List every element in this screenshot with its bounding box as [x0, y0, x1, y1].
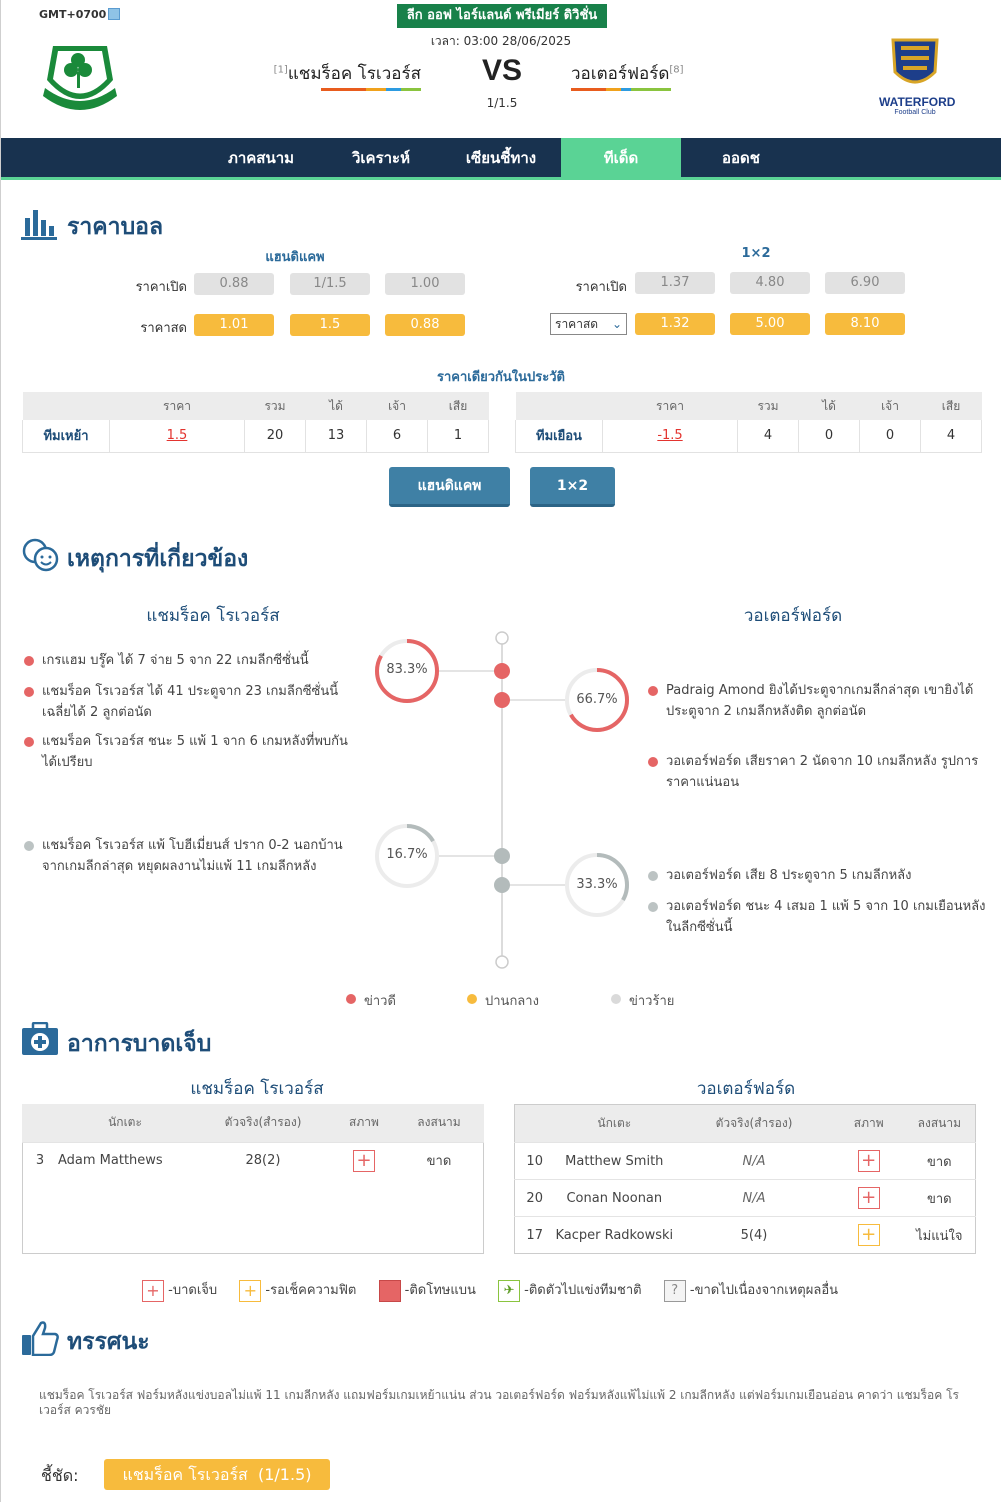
injuries-home-name: แชมร็อค โรเวอร์ส — [190, 1079, 324, 1099]
bad-news-dot — [648, 871, 658, 881]
legend-neutral-dot — [467, 994, 477, 1004]
chart-bar-icon — [21, 206, 57, 244]
away-logo-sub: Football Club — [894, 109, 936, 116]
hdp-open-away: 1.00 — [385, 273, 465, 295]
pick-label: ชี้ชัด: — [41, 1466, 79, 1485]
table-row — [515, 1143, 976, 1180]
col-player: นักเตะ — [554, 1105, 674, 1143]
away-color-bar — [571, 88, 671, 91]
col-win: ได้ — [306, 392, 367, 420]
col-play: ลงสนาม — [394, 1104, 484, 1142]
player-name[interactable]: Matthew Smith — [554, 1143, 674, 1180]
history-total: 4 — [738, 420, 799, 452]
odds-title: ราคาบอล — [67, 214, 164, 240]
list-item: แชมร็อค โรเวอร์ส ชนะ 5 แพ้ 1 จาก 6 เกมหลังที่พบกัน ได้เปรียบ — [42, 734, 348, 770]
hdp-open-line: 1/1.5 — [290, 273, 370, 295]
live-odds-select-value: ราคาสด — [555, 317, 599, 331]
away-team[interactable] — [571, 60, 731, 87]
col-team — [23, 392, 110, 420]
medkit-icon — [21, 1022, 59, 1060]
table-row — [23, 420, 489, 452]
injuries-away-table — [514, 1104, 976, 1254]
hdp-live-home: 1.01 — [194, 314, 274, 336]
col-price: ราคา — [603, 392, 738, 420]
1x2-open-draw: 4.80 — [730, 272, 810, 294]
player-number: 3 — [22, 1142, 58, 1179]
vs-label: VS — [481, 54, 523, 87]
table-row — [516, 420, 982, 452]
player-number: 20 — [515, 1180, 555, 1217]
legend-other: -ขาดไปเนื่องจากเหตุผลอื่น — [689, 1283, 839, 1298]
handicap-title: แฮนดิแคพ — [265, 250, 325, 265]
events-title: เหตุการที่เกี่ยวข้อง — [67, 546, 249, 572]
player-play: ขาด — [904, 1180, 976, 1217]
good-news-dot — [24, 737, 34, 747]
home-team-logo[interactable] — [39, 40, 121, 112]
fitness-legend-icon: + — [239, 1280, 261, 1302]
history-total: 20 — [245, 420, 306, 452]
injuries-home-table — [22, 1104, 484, 1179]
history-team: ทีมเยือน — [516, 420, 603, 452]
1x2-open-away: 6.90 — [825, 272, 905, 294]
col-player: นักเตะ — [58, 1104, 192, 1142]
list-item: แชมร็อค โรเวอร์ส ได้ 41 ประตูจาก 23 เกมลีกซีซั่นนี้ เฉลี่ยได้ 2 ลูกต่อนัด — [42, 684, 339, 720]
col-win: ได้ — [799, 392, 860, 420]
player-name[interactable]: Kacper Radkowski — [554, 1217, 674, 1254]
player-name[interactable]: Conan Noonan — [554, 1180, 674, 1217]
table-row — [515, 1180, 976, 1217]
player-play: ไม่แน่ใจ — [904, 1217, 976, 1254]
1x2-live-away: 8.10 — [825, 313, 905, 335]
home-team[interactable] — [261, 60, 421, 87]
col-price: ราคา — [110, 392, 245, 420]
home-rank: [1] — [273, 64, 288, 76]
col-total: รวม — [738, 392, 799, 420]
col-team — [516, 392, 603, 420]
player-play: ขาด — [394, 1142, 484, 1179]
legend-neutral: ปานกลาง — [485, 994, 539, 1009]
col-apps: ตัวจริง(สำรอง) — [674, 1105, 834, 1143]
events-home-name: แชมร็อค โรเวอร์ส — [146, 606, 280, 626]
history-loss: 1 — [428, 420, 489, 452]
away-logo-text: WATERFORD — [879, 95, 956, 109]
legend-suspension: -ติดโทษแบน — [404, 1283, 476, 1298]
list-item: วอเตอร์ฟอร์ด เสียราคา 2 นัดจาก 10 เกมลีกหลัง รูปการราคาแน่นอน — [666, 754, 979, 790]
1x2-live-home: 1.32 — [635, 313, 715, 335]
match-handicap: 1/1.5 — [486, 96, 518, 110]
opinion-text: แชมร็อค โรเวอร์ส ฟอร์มหลังแข่งบอลไม่แพ้ 11 เกมลีกหลัง แถมฟอร์มเกมเหย้าแน่น ส่วน วอเตอร์ฟอร์ด ฟอร์มหลังแพ้ไม่แพ้ 2 เกมลีกหลัง แต่ฟอร์มเกมเยือนอ่อน คาดว่า แชมร็อค โรเวอร์ส ควรชัย — [39, 1388, 959, 1417]
player-apps: 28(2) — [192, 1142, 334, 1179]
col-loss: เสีย — [921, 392, 982, 420]
away-team-logo[interactable] — [879, 36, 956, 120]
question-legend-icon: ? — [664, 1280, 686, 1302]
suspension-legend-icon — [379, 1280, 401, 1302]
home-good-pct: 83.3% — [386, 662, 428, 677]
timezone[interactable]: GMT+0700 — [39, 8, 120, 21]
injury-plus-icon: + — [353, 1150, 375, 1172]
smiley-icon — [21, 537, 59, 577]
legend-bad-dot — [611, 994, 621, 1004]
plane-legend-icon: ✈ — [498, 1280, 520, 1302]
away-good-pct: 66.7% — [576, 692, 618, 707]
table-row — [515, 1217, 976, 1254]
1x2-open-label: ราคาเปิด — [575, 280, 627, 295]
fitness-plus-icon: + — [858, 1224, 880, 1246]
player-number: 10 — [515, 1143, 555, 1180]
history-team: ทีมเหย้า — [23, 420, 110, 452]
away-rank: [8] — [669, 64, 684, 76]
col-play: ลงสนาม — [904, 1105, 976, 1143]
col-apps: ตัวจริง(สำรอง) — [192, 1104, 334, 1142]
legend-national: -ติดตัวไปแข่งทีมชาติ — [524, 1283, 642, 1298]
handicap-button[interactable]: แฮนดิแคพ — [389, 467, 510, 507]
home-color-bar — [321, 88, 421, 91]
legend-good: ข่าวดี — [364, 994, 396, 1009]
good-news-dot — [648, 686, 658, 696]
col-total: รวม — [245, 392, 306, 420]
league-badge[interactable]: ลีก ออฟ ไอร์แลนด์ พรีเมียร์ ดิวิชั่น — [397, 4, 607, 28]
tab-expert[interactable]: เซียนชี้ทาง — [465, 149, 537, 167]
good-news-dot — [648, 757, 658, 767]
player-name[interactable]: Adam Matthews — [58, 1142, 192, 1179]
injury-legend-icon: + — [142, 1280, 164, 1302]
tab-field[interactable]: ภาคสนาม — [227, 149, 295, 167]
list-item: วอเตอร์ฟอร์ด เสีย 8 ประตูจาก 5 เกมลีกหลัง — [666, 868, 912, 883]
hdp-open-home: 0.88 — [194, 273, 274, 295]
col-loss: เสีย — [428, 392, 489, 420]
injuries-title: อาการบาดเจ็บ — [67, 1031, 212, 1057]
match-time: เวลา: 03:00 28/06/2025 — [430, 34, 572, 48]
main-nav — [1, 138, 1001, 180]
list-item: เกรแฮม บรู๊ค ได้ 7 จ่าย 5 จาก 22 เกมลีกซีซั่นนี้ — [42, 653, 309, 668]
history-win: 0 — [799, 420, 860, 452]
events-away-name: วอเตอร์ฟอร์ด — [743, 606, 843, 626]
away-bad-pct: 33.3% — [576, 877, 618, 892]
good-news-dot — [24, 656, 34, 666]
timezone-icon[interactable] — [108, 8, 120, 20]
history-draw: 6 — [367, 420, 428, 452]
legend-good-dot — [346, 994, 356, 1004]
bad-news-dot — [24, 841, 34, 851]
col-draw: เจ้า — [367, 392, 428, 420]
injuries-away-name: วอเตอร์ฟอร์ด — [696, 1079, 796, 1099]
tab-tips[interactable]: ทีเด็ด — [561, 138, 681, 177]
history-table-away — [515, 392, 982, 453]
1x2-live-draw: 5.00 — [730, 313, 810, 335]
player-play: ขาด — [904, 1143, 976, 1180]
events-timeline — [371, 628, 641, 973]
player-number: 17 — [515, 1217, 555, 1254]
injury-plus-icon: + — [858, 1187, 880, 1209]
live-odds-select[interactable] — [550, 313, 627, 335]
home-team-name[interactable]: แชมร็อค โรเวอร์ส — [287, 64, 421, 84]
injury-plus-icon: + — [858, 1150, 880, 1172]
legend-bad: ข่าวร้าย — [629, 994, 675, 1009]
tab-analysis[interactable]: วิเคราะห์ — [351, 149, 410, 167]
list-item: แชมร็อค โรเวอร์ส แพ้ โบฮีเมี่ยนส์ ปราก 0-2 นอกบ้านจากเกมลีกล่าสุด หยุดผลงานไม่แพ้ 11 เกมลีกหลัง — [42, 838, 343, 874]
good-news-dot — [24, 687, 34, 697]
history-title: ราคาเดียวกันในประวัติ — [436, 370, 566, 385]
player-apps: 5(4) — [674, 1217, 834, 1254]
hdp-live-label: ราคาสด — [140, 321, 187, 336]
col-draw: เจ้า — [860, 392, 921, 420]
injuries-legend — [142, 1279, 838, 1302]
hdp-live-line: 1.5 — [290, 314, 370, 336]
onextwo-title: 1×2 — [741, 246, 771, 261]
1x2-open-home: 1.37 — [635, 272, 715, 294]
list-item: วอเตอร์ฟอร์ด ชนะ 4 เสมอ 1 แพ้ 5 จาก 10 เกมเยือนหลังในลีกซีซั่นนี้ — [666, 899, 986, 935]
bad-news-dot — [648, 902, 658, 912]
legend-injury: -บาดเจ็บ — [168, 1283, 218, 1298]
opinion-title: ทรรศนะ — [67, 1329, 150, 1355]
col-status: สภาพ — [334, 1104, 394, 1142]
list-item: Padraig Amond ยิงได้ประตูจากเกมลีกล่าสุด เขายิงได้ประตูจาก 2 เกมลีกหลังติด ลูกต่อนัด — [666, 683, 974, 719]
history-loss: 4 — [921, 420, 982, 452]
onextwo-button[interactable]: 1×2 — [530, 467, 615, 507]
pick-badge[interactable]: แชมร็อค โรเวอร์ส (1/1.5) — [104, 1459, 330, 1490]
chevron-down-icon: ⌄ — [611, 317, 622, 331]
table-row — [22, 1142, 484, 1179]
history-table-home — [22, 392, 489, 453]
history-price-link[interactable]: 1.5 — [110, 420, 245, 452]
thumbs-up-icon — [21, 1320, 59, 1360]
col-status: สภาพ — [834, 1105, 904, 1143]
player-apps: N/A — [674, 1180, 834, 1217]
history-price-link[interactable]: -1.5 — [603, 420, 738, 452]
legend-fitness: -รอเช็คความฟิต — [265, 1283, 357, 1298]
history-draw: 0 — [860, 420, 921, 452]
away-team-name[interactable]: วอเตอร์ฟอร์ด — [571, 64, 670, 84]
hdp-open-label: ราคาเปิด — [135, 280, 187, 295]
history-win: 13 — [306, 420, 367, 452]
tab-odds[interactable]: ออดช — [722, 149, 760, 167]
home-bad-pct: 16.7% — [386, 847, 428, 862]
hdp-live-away: 0.88 — [385, 314, 465, 336]
player-apps: N/A — [674, 1143, 834, 1180]
